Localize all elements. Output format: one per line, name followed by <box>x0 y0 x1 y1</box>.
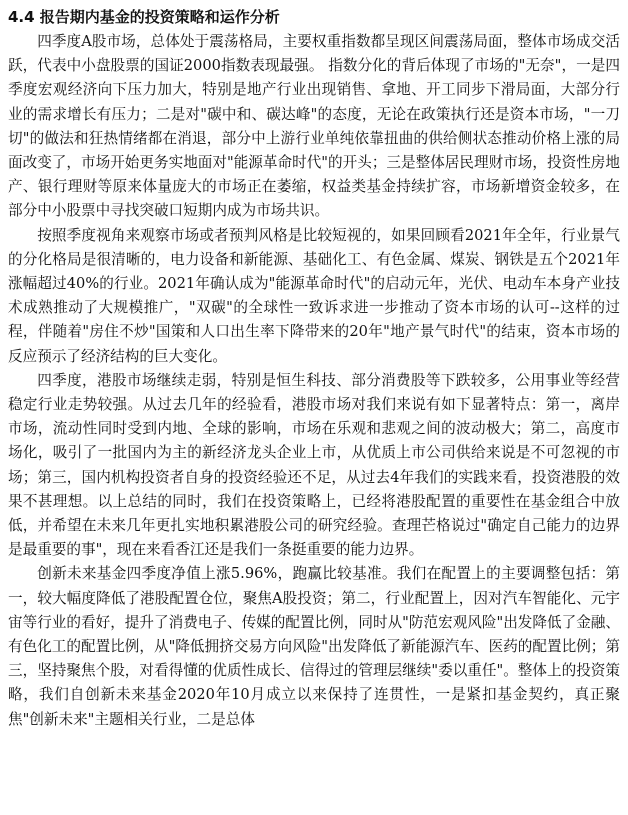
paragraph-market-review: 四季度A股市场，总体处于震荡格局，主要权重指数都呈现区间震荡局面，整体市场成交活跃，代表中小盘股票的国证2000指数表现最强。 指数分化的背后体现了市场的"无奈"，一是四季度宏观经济向下压力加大，特别是地产行业出现销售、拿地、开工同步下滑局面，大部分行业的需求增长有压力；二是对"碳中和、碳达峰"的态度，无论在政策执行还是资本市场，"一刀切"的做法和狂热情绪都在消退，部分中上游行业单纯依靠扭曲的供给侧状态推动价格上涨的局面改变了，市场开始更务实地面对"能源革命时代"的开头；三是整体居民理财市场，投资性房地产、银行理财等原来体量庞大的市场正在萎缩，权益类基金持续扩容，市场新增资金较多，在部分中小股票中寻找突破口短期内成为市场共识。 <box>8 33 620 220</box>
paragraph-annual-view: 按照季度视角来观察市场或者预判风格是比较短视的，如果回顾看2021年全年，行业景气的分化格局是很清晰的，电力设备和新能源、基础化工、有色金属、煤炭、钢铁是五个2021年涨幅超过40%的行业。2021年确认成为"能源革命时代"的启动元年，光伏、电动车本身产业技术成熟推动了大规模推广，"双碳"的全球性一致诉求进一步推动了资本市场的认可--这样的过程，伴随着"房住不炒"国策和人口出生率下降带来的20年"地产景气时代"的结束，资本市场的反应预示了经济结构的巨大变化。 <box>8 226 620 365</box>
paragraph-hk-market: 四季度，港股市场继续走弱，特别是恒生科技、部分消费股等下跌较多，公用事业等经营稳定行业走势较强。从过去几年的经验看，港股市场对我们来说有如下显著特点：第一，离岸市场，流动性同时受到内地、全球的影响，市场在乐观和悲观之间的波动极大；第二，高度市场化，吸引了一批国内为主的新经济龙头企业上市，从优质上市公司供给来说是不可忽视的市场；第三，国内机构投资者自身的投资经验还不足，从过去4年我们的实践来看，投资港股的效果不甚理想。以上总结的同时，我们在投资策略上，已经将港股配置的重要性在基金组合中放低，并希望在未来几年更扎实地积累港股公司的研究经验。查理芒格说过"确定自己能力的边界是最重要的事"，现在来看香江还是我们一条挺重要的能力边界。 <box>8 371 620 559</box>
section-heading: 4.4 报告期内基金的投资策略和运作分析 <box>8 8 280 26</box>
paragraph-fund-performance: 创新未来基金四季度净值上涨5.96%，跑赢比较基准。我们在配置上的主要调整包括：第一，较大幅度降低了港股配置仓位，聚焦A股投资；第二，行业配置上，因对汽车智能化、元宇宙等行业的看好，提升了消费电子、传媒的配置比例，同时从"防范宏观风险"出发降低了金融、有色化工的配置比例，从"降低拥挤交易方向风险"出发降低了新能源汽车、医药的配置比例；第三，坚持聚焦个股，对看得懂的优质性成长、信得过的管理层继续"委以重任"。整体上的投资策略，我们自创新未来基金2020年10月成立以来保持了连贯性，一是紧扣基金契约，真正聚焦"创新未来"主题相关行业，二是总体 <box>8 565 620 728</box>
